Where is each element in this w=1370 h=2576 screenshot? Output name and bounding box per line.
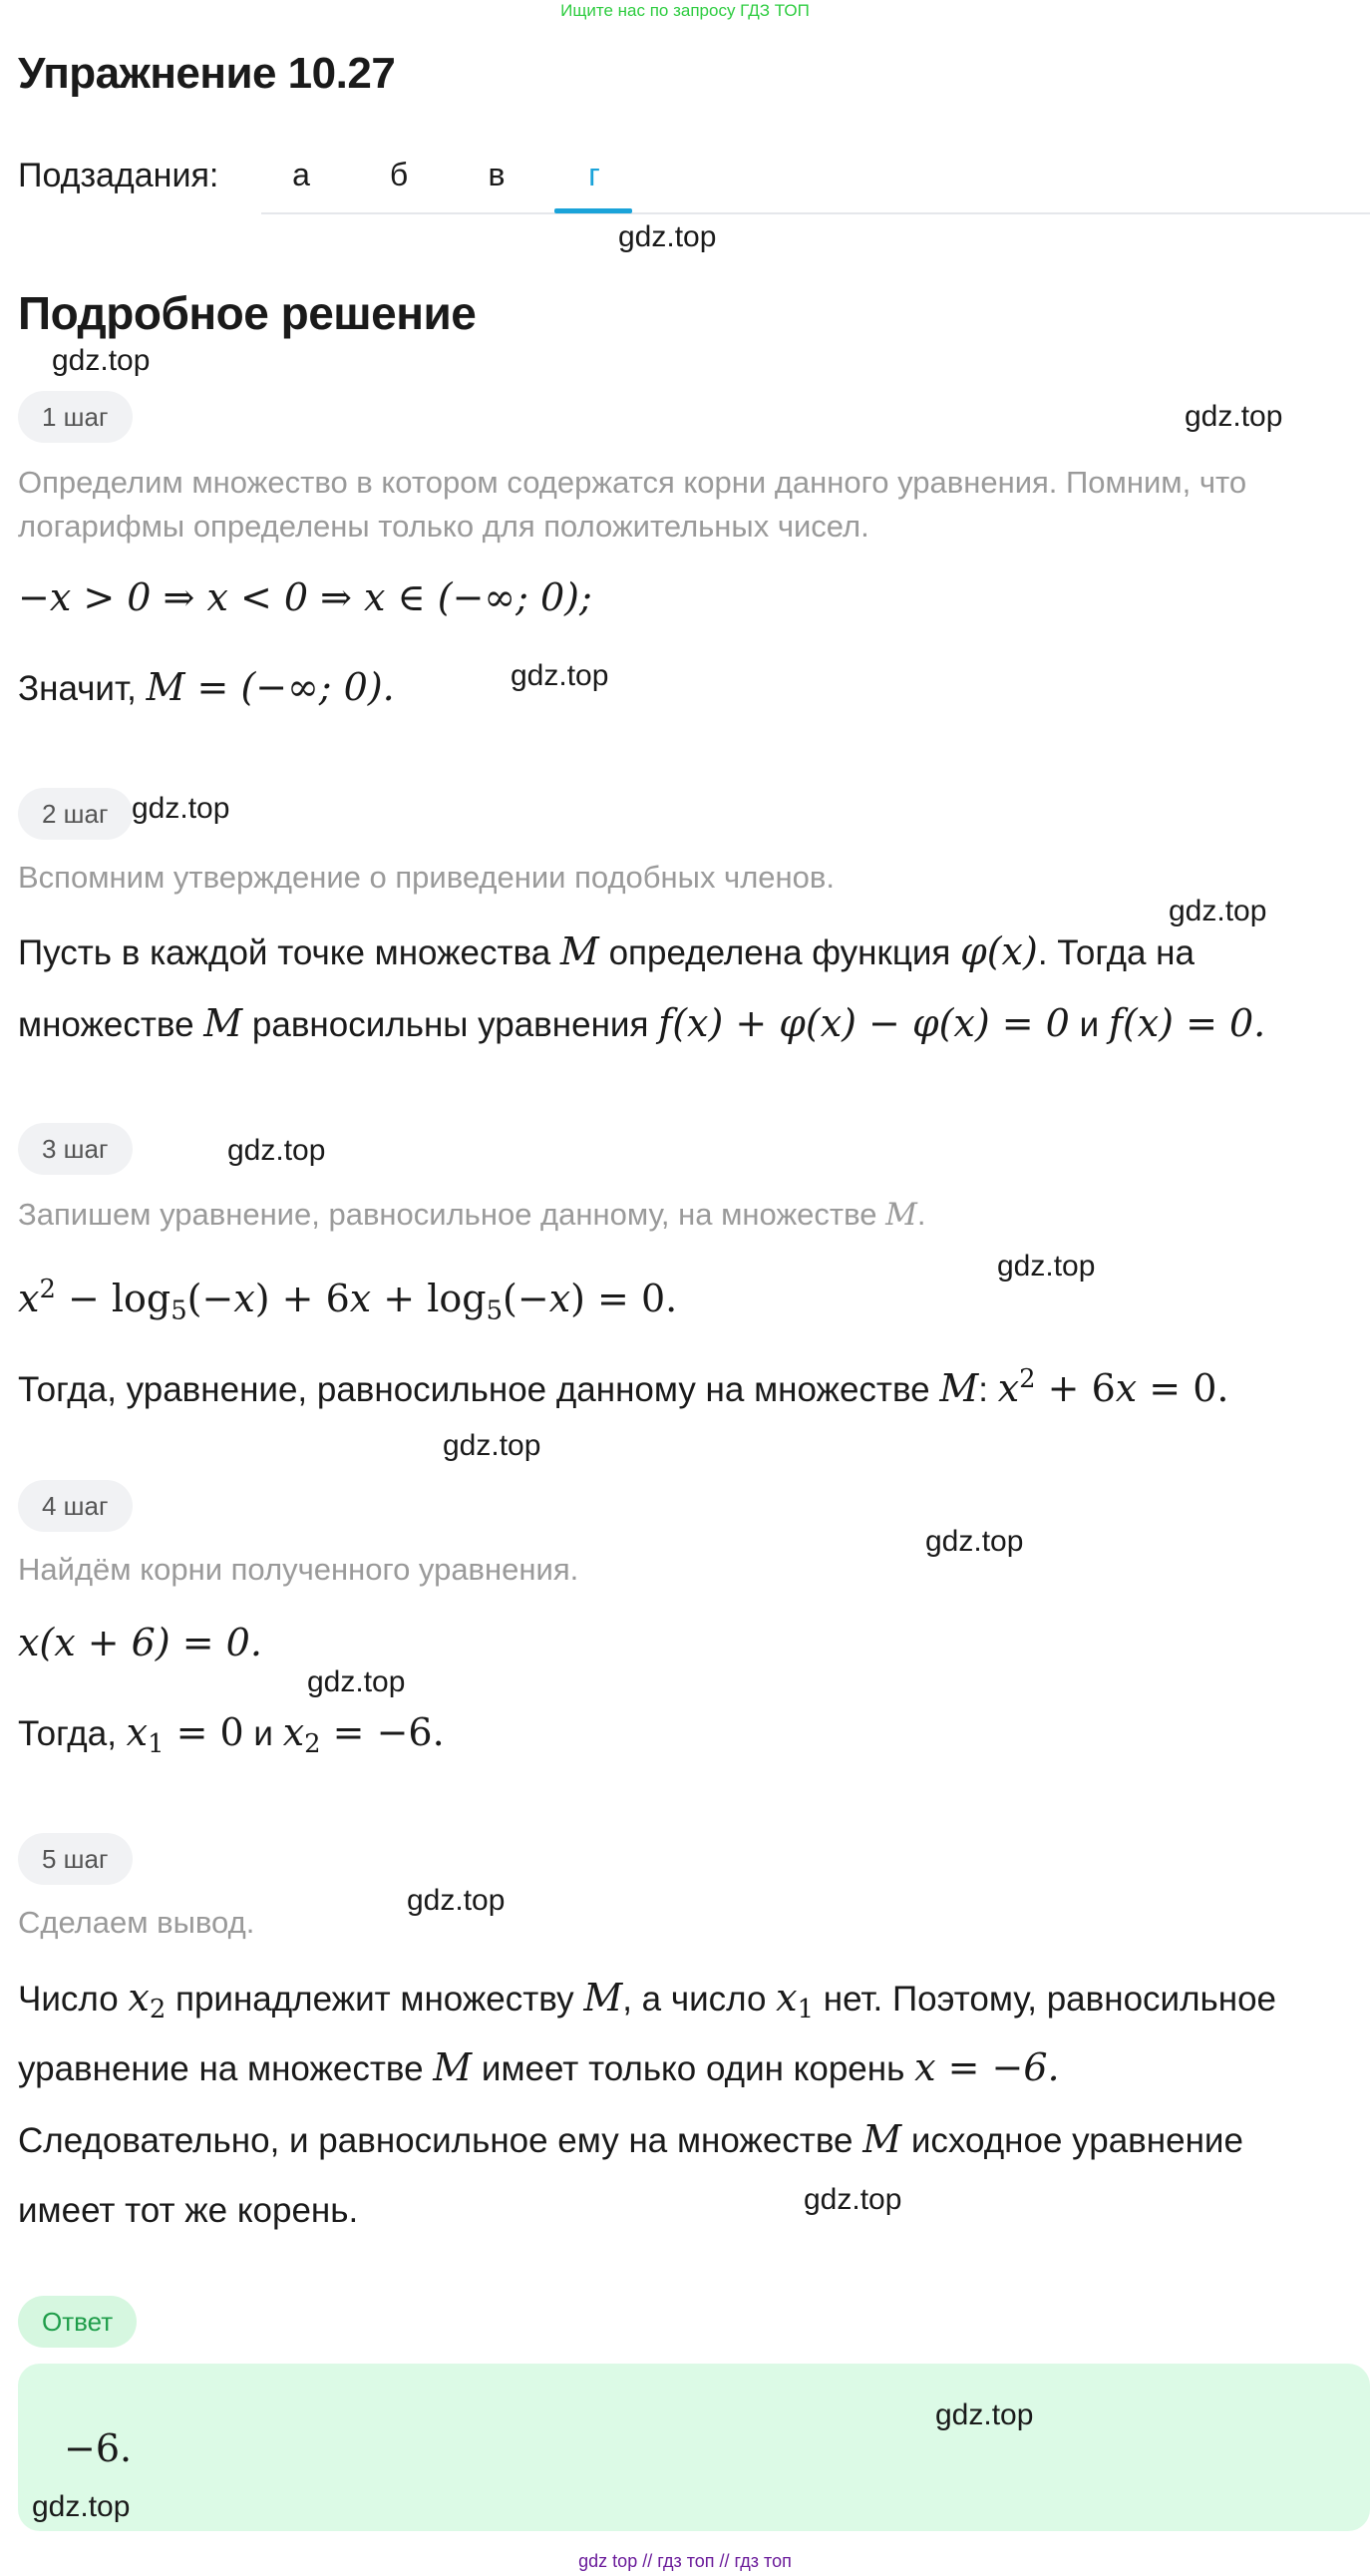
- conclusion-math: M = (−∞; 0).: [146, 665, 395, 709]
- text-fragment: Следовательно, и равносильное ему на множестве: [18, 2121, 863, 2160]
- math-equation: f(x) + φ(x) − φ(x) = 0: [658, 1001, 1070, 1045]
- step-hint: Сделаем вывод.: [18, 1905, 255, 1940]
- math-symbol: M: [583, 1976, 623, 2020]
- tab-v[interactable]: в: [488, 157, 506, 192]
- text-fragment: :: [978, 1370, 998, 1410]
- step-text-line: [18, 1707, 1359, 1769]
- step-badge: 2 шаг: [18, 788, 133, 840]
- math-equation: $x_2 = -6$.: [282, 1710, 445, 1760]
- step-hint: Найдём корни полученного уравнения.: [18, 1552, 579, 1587]
- text-fragment: определена функция: [598, 933, 961, 972]
- text-fragment: принадлежит множеству: [166, 1980, 584, 2019]
- text-fragment: и: [243, 1714, 283, 1753]
- step-badge: 1 шаг: [18, 391, 133, 443]
- step-text-line: [18, 1354, 1359, 1415]
- text-fragment: исходное уравнение: [901, 2121, 1243, 2160]
- math-equation: $x_1 = 0$: [126, 1710, 244, 1760]
- watermark: gdz.top: [227, 1134, 326, 1167]
- math-symbol: $x_1$: [776, 1976, 815, 2025]
- formula: −x > 0 ⇒ x < 0 ⇒ x ∈ (−∞; 0);: [18, 575, 592, 619]
- tab-g[interactable]: г: [588, 157, 600, 192]
- step-hint: Определим множество в котором содержатся корни данного уравнения. Помним, что логарифмы определены только для положительных чисел.: [18, 465, 1247, 544]
- watermark: gdz.top: [804, 2183, 902, 2216]
- text-fragment: равносильны уравнения: [242, 1005, 659, 1044]
- text-fragment: уравнение на множестве: [18, 2049, 434, 2088]
- step-text-line: [18, 2114, 1359, 2166]
- watermark: gdz.top: [997, 1250, 1096, 1283]
- text-fragment: нет. Поэтому, равносильное: [814, 1980, 1277, 2019]
- math-symbol: $x_2$: [128, 1976, 167, 2025]
- text-fragment: множестве: [18, 1005, 204, 1044]
- text-fragment: Тогда, уравнение, равносильное данному на множестве: [18, 1370, 940, 1410]
- math-symbol: M: [559, 929, 599, 973]
- math-function: φ(x): [960, 929, 1038, 973]
- watermark: gdz.top: [443, 1429, 541, 1462]
- page-title: Упражнение 10.27: [18, 49, 396, 98]
- watermark: gdz.top: [935, 2398, 1034, 2431]
- conclusion-text: Значит,: [18, 669, 147, 708]
- tab-b[interactable]: б: [389, 157, 409, 192]
- text-fragment: Число: [18, 1980, 129, 2019]
- text-fragment: имеет только один корень: [472, 2049, 915, 2088]
- watermark: gdz.top: [511, 659, 609, 692]
- step-text-line: [18, 998, 1359, 1050]
- step-badge: 5 шаг: [18, 1833, 133, 1885]
- math-equation: $x^2 + 6x = 0$.: [997, 1364, 1229, 1411]
- math-symbol: M: [433, 2045, 473, 2089]
- math-symbol: M: [885, 1197, 917, 1233]
- text-fragment: и: [1069, 1005, 1109, 1044]
- answer-box: [18, 2364, 1370, 2531]
- math-equation: x = −6.: [914, 2045, 1060, 2089]
- step-text-line: [18, 926, 1359, 978]
- step-hint: [18, 1193, 1354, 1237]
- answer-badge: Ответ: [18, 2296, 137, 2348]
- step-badge: 4 шаг: [18, 1480, 133, 1532]
- step-conclusion: [18, 662, 395, 714]
- watermark: gdz.top: [618, 220, 717, 253]
- text-fragment: Пусть в каждой точке множества: [18, 933, 560, 972]
- tab-a[interactable]: а: [292, 157, 310, 192]
- top-note: Ищите нас по запросу ГДЗ ТОП: [560, 1, 810, 20]
- watermark: gdz.top: [1185, 400, 1283, 433]
- watermark: gdz.top: [1169, 895, 1267, 927]
- watermark: gdz.top: [407, 1884, 506, 1917]
- text-fragment: , а число: [622, 1980, 777, 2019]
- text-fragment: . Тогда на: [1037, 933, 1195, 972]
- section-title: Подробное решение: [18, 287, 477, 339]
- formula: $x^2 - \log_5(-x) + 6x + \log_5(-x) = 0$.: [18, 1275, 678, 1326]
- watermark: gdz.top: [52, 344, 151, 377]
- step-text-line: [18, 2042, 1359, 2094]
- formula: x(x + 6) = 0.: [18, 1621, 262, 1664]
- math-equation: f(x) = 0.: [1108, 1001, 1266, 1045]
- step-badge: 3 шаг: [18, 1123, 133, 1175]
- watermark: gdz.top: [925, 1525, 1024, 1558]
- math-symbol: M: [939, 1366, 979, 1411]
- step-text-line: имеет тот же корень.: [18, 2191, 359, 2230]
- math-symbol: M: [862, 2117, 902, 2161]
- subtasks-label: Подзадания:: [18, 157, 219, 194]
- hint-text: Запишем уравнение, равносильное данному, на множестве: [18, 1197, 886, 1232]
- step-text-line: [18, 1973, 1359, 2034]
- watermark: gdz.top: [132, 792, 230, 825]
- answer-value: −6.: [64, 2426, 133, 2470]
- watermark: gdz.top: [32, 2490, 131, 2523]
- math-symbol: M: [203, 1001, 243, 1045]
- tabs-divider: [261, 212, 1370, 214]
- hint-text: .: [916, 1197, 926, 1232]
- step-hint: Вспомним утверждение о приведении подобных членов.: [18, 860, 835, 895]
- active-tab-indicator: [554, 208, 632, 213]
- footer-links[interactable]: gdz top // гдз топ // гдз топ: [578, 2551, 792, 2571]
- watermark: gdz.top: [307, 1665, 406, 1698]
- text-fragment: Тогда,: [18, 1714, 127, 1753]
